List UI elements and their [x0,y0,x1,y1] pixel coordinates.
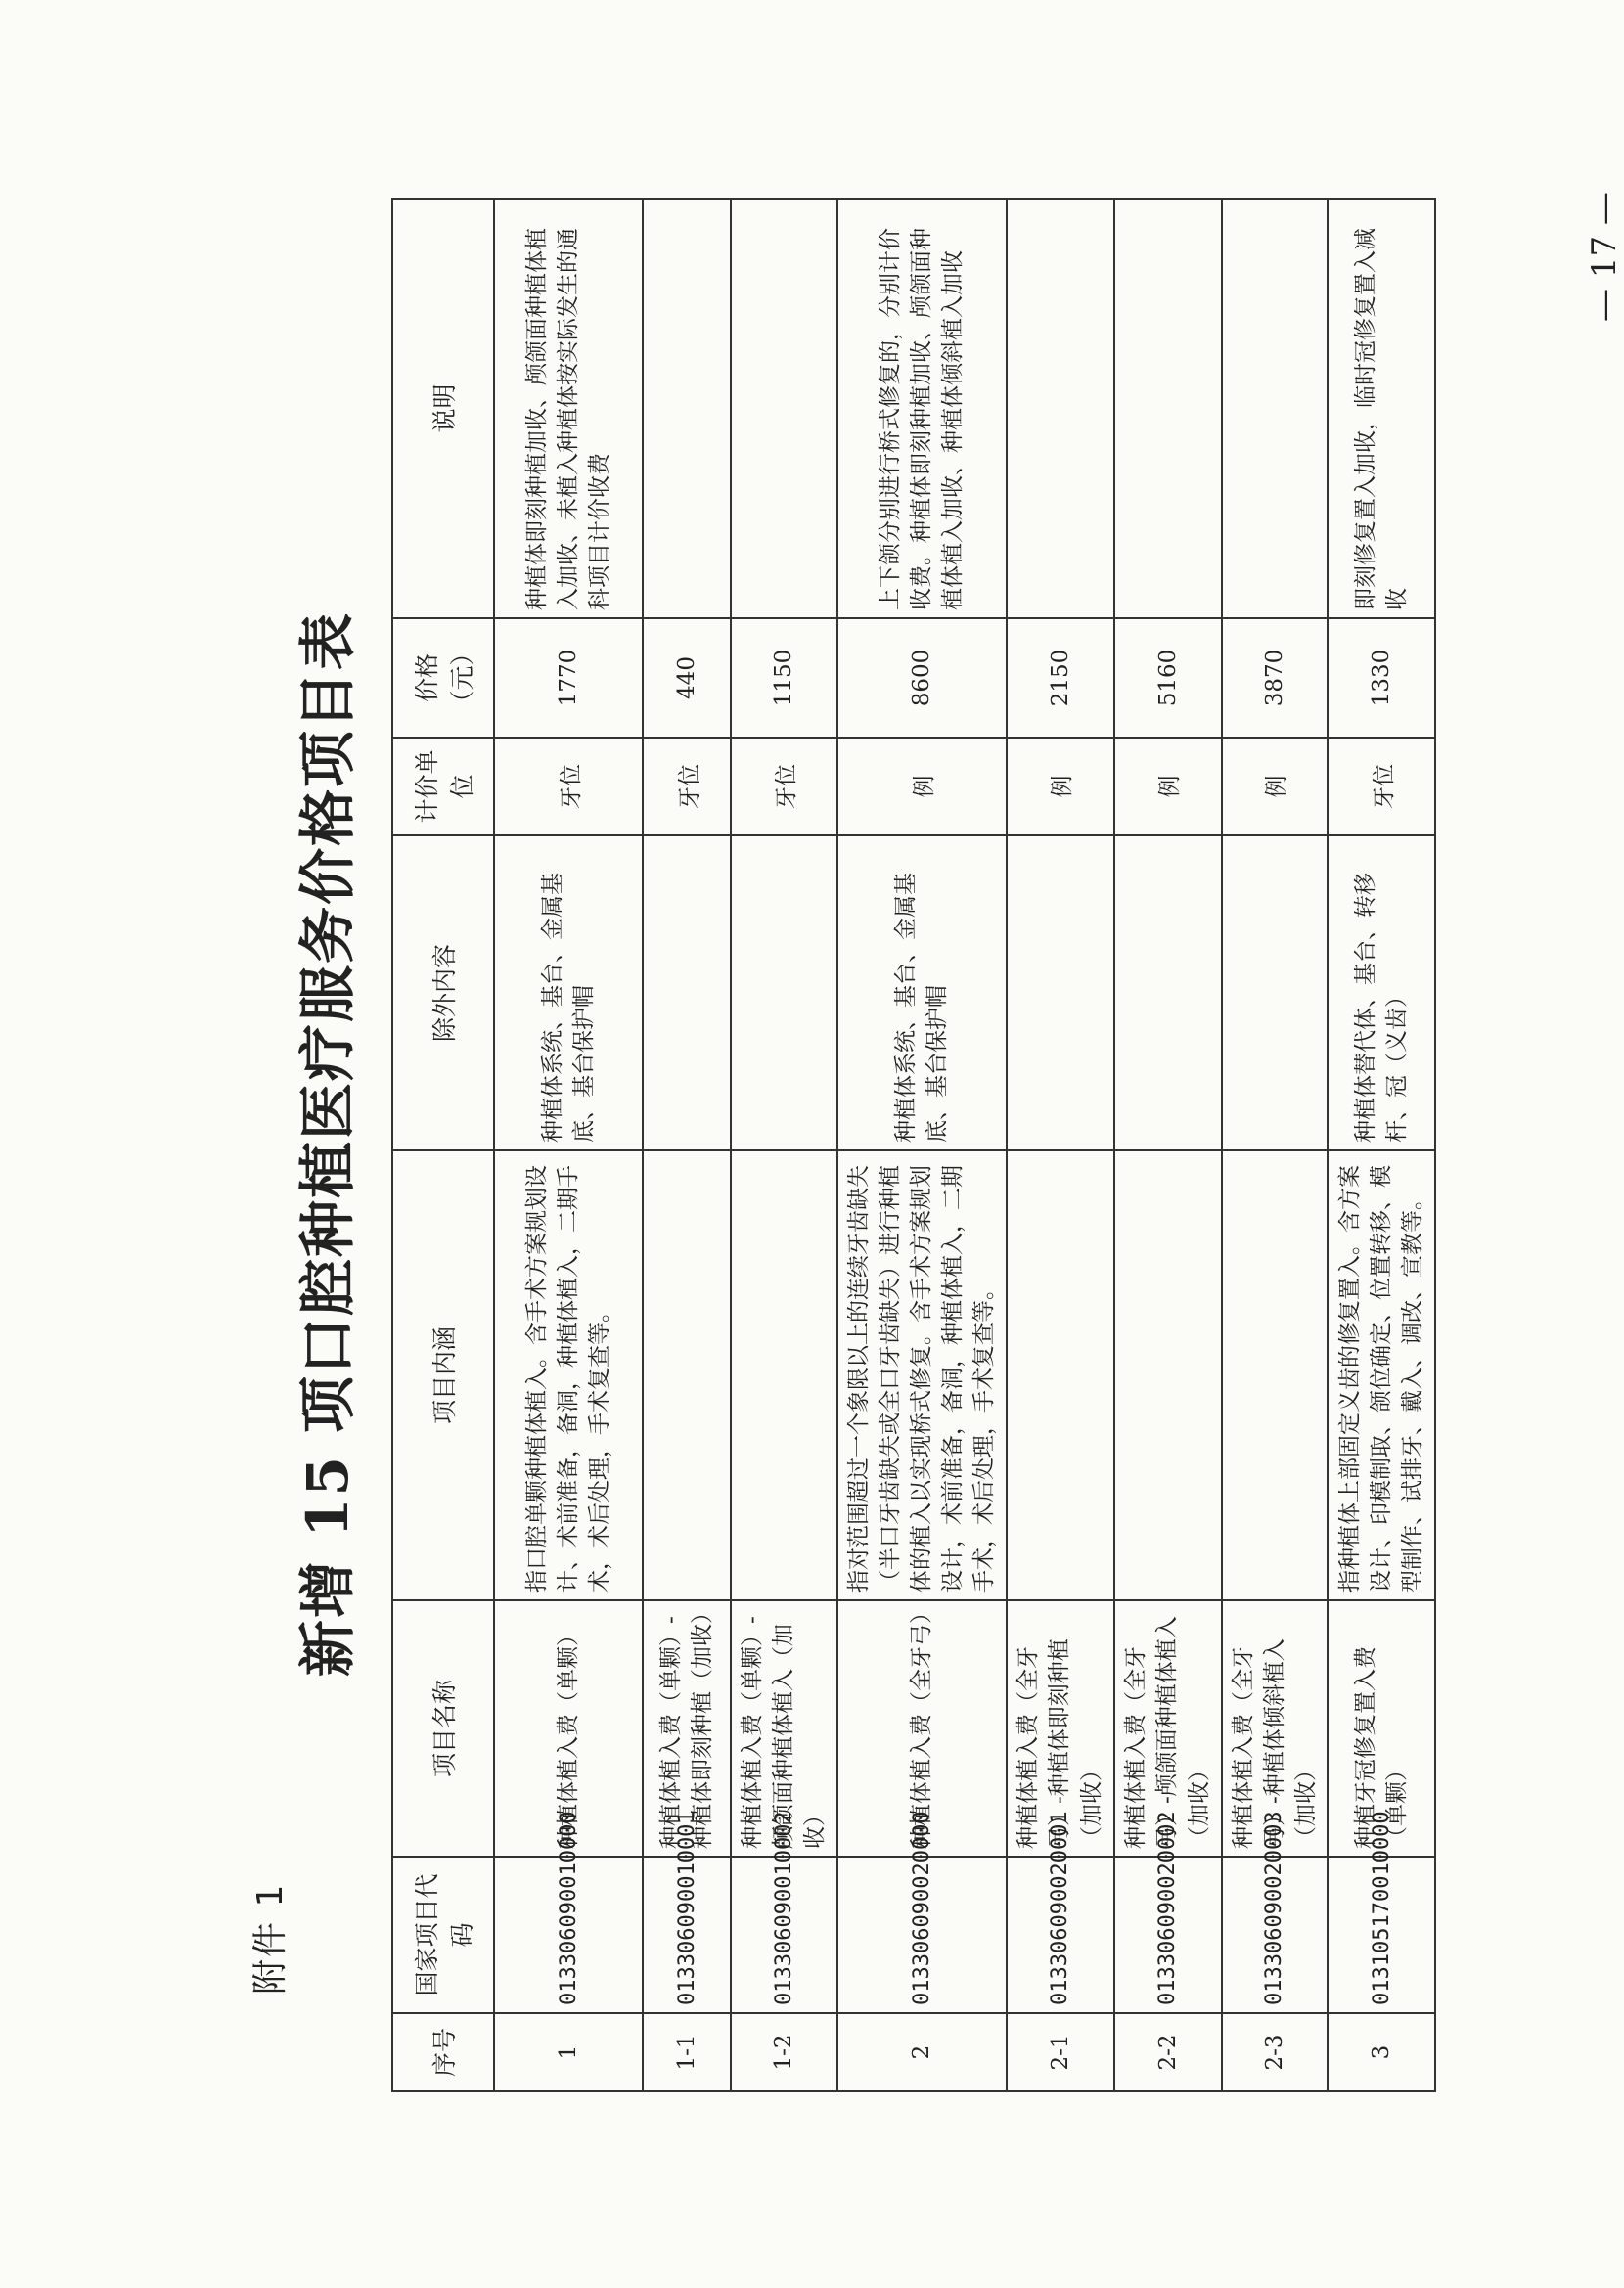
cell-code: 013306090010001 [643,1857,731,2013]
cell-desc [1222,1150,1329,1600]
page-number: — 17 — [1585,192,1624,322]
cell-desc [1114,1150,1222,1600]
table-row [494,199,643,2091]
cell-seq: 2-3 [1222,2013,1329,2091]
cell-exclusions [1007,835,1114,1150]
table-row [1222,199,1329,2091]
cell-seq: 1-2 [731,2013,837,2091]
header-desc: 项目内涵 [392,1150,494,1600]
header-seq: 序号 [392,2013,494,2091]
cell-name: 种植体植入费（全牙弓） [837,1600,1007,1857]
cell-name: 种植体植入费（单颗）-颅颌面种植体植入（加收） [731,1600,837,1857]
cell-price: 3870 [1222,618,1329,738]
cell-note [1114,199,1222,618]
cell-desc: 指对范围超过一个象限以上的连续牙齿缺失（半口牙齿缺失或全口牙齿缺失）进行种植体的植入以实现桥式修复。含手术方案规划设计，术前准备，备洞，种植体植入，二期手术，术后处理，手术复查等。 [837,1150,1007,1600]
cell-note [643,199,731,618]
cell-name: 种植牙冠修复置入费（单颗） [1328,1600,1435,1857]
table-row [837,199,1007,2091]
header-exclusions: 除外内容 [392,835,494,1150]
cell-desc [1007,1150,1114,1600]
cell-exclusions [1222,835,1329,1150]
cell-note: 种植体即刻种植加收、颅颌面种植体植入加收、未植入种植体按实际发生的通科项目计价收费 [494,199,643,618]
cell-unit: 例 [1114,738,1222,835]
cell-seq: 2 [837,2013,1007,2091]
cell-name: 种植体植入费（全牙弓）-颅颌面种植体植入（加收） [1114,1600,1222,1857]
price-table [391,198,1436,2092]
cell-code: 013306090010002 [731,1857,837,2013]
cell-unit: 牙位 [731,738,837,835]
cell-seq: 1-1 [643,2013,731,2091]
header-price: 价格（元） [392,618,494,738]
cell-price: 1150 [731,618,837,738]
cell-seq: 2-2 [1114,2013,1222,2091]
cell-code: 013105170010000 [1328,1857,1435,2013]
cell-note: 即刻修复置入加收，临时冠修复置入减收 [1328,199,1435,618]
cell-exclusions: 种植体系统、基台、金属基底、基台保护帽 [837,835,1007,1150]
cell-note [1222,199,1329,618]
cell-price: 8600 [837,618,1007,738]
cell-code: 013306090010000 [494,1857,643,2013]
table-row [1007,199,1114,2091]
cell-name: 种植体植入费（全牙弓）-种植体即刻种植（加收） [1007,1600,1114,1857]
cell-exclusions [643,835,731,1150]
header-note: 说明 [392,199,494,618]
table-header-row [392,199,494,2091]
header-name: 项目名称 [392,1600,494,1857]
cell-price: 5160 [1114,618,1222,738]
header-unit: 计价单位 [392,738,494,835]
cell-note: 上下颌分别进行桥式修复的，分别计价收费。种植体即刻种植加收、颅颌面种植体植入加收、种植体倾斜植入加收 [837,199,1007,618]
cell-unit: 例 [1222,738,1329,835]
cell-note [1007,199,1114,618]
cell-desc: 指种植体上部固定义齿的修复置入。含方案设计、印模制取、颌位确定、位置转移、模型制作、试排牙、戴入、调改、宣教等。 [1328,1150,1435,1600]
cell-unit: 例 [1007,738,1114,835]
cell-desc [643,1150,731,1600]
cell-code: 013306090020001 [1007,1857,1114,2013]
table-row [643,199,731,2091]
cell-unit: 例 [837,738,1007,835]
cell-exclusions: 种植体系统、基台、金属基底、基台保护帽 [494,835,643,1150]
cell-code: 013306090020000 [837,1857,1007,2013]
cell-name: 种植体植入费（全牙弓）-种植体倾斜植入（加收） [1222,1600,1329,1857]
cell-note [731,199,837,618]
cell-code: 013306090020003 [1222,1857,1329,2013]
cell-price: 1770 [494,618,643,738]
cell-name: 种植体植入费（单颗）-种植体即刻种植（加收） [643,1600,731,1857]
page-title: 新增 15 项口腔种植医疗服务价格项目表 [294,610,361,1678]
attachment-label: 附件 1 [250,1882,291,1995]
cell-price: 440 [643,618,731,738]
table-row [1328,199,1435,2091]
cell-code: 013306090020002 [1114,1857,1222,2013]
cell-price: 1330 [1328,618,1435,738]
cell-seq: 2-1 [1007,2013,1114,2091]
header-code: 国家项目代码 [392,1857,494,2013]
cell-desc [731,1150,837,1600]
cell-exclusions: 种植体替代体、基台、转移杆、冠（义齿） [1328,835,1435,1150]
cell-unit: 牙位 [494,738,643,835]
cell-exclusions [731,835,837,1150]
cell-exclusions [1114,835,1222,1150]
cell-unit: 牙位 [1328,738,1435,835]
cell-seq: 3 [1328,2013,1435,2091]
cell-seq: 1 [494,2013,643,2091]
table-row [1114,199,1222,2091]
cell-name: 种植体植入费（单颗） [494,1600,643,1857]
cell-desc: 指口腔单颗种植体植入。含手术方案规划设计、术前准备，备洞，种植体植入，二期手术，术后处理，手术复查等。 [494,1150,643,1600]
cell-price: 2150 [1007,618,1114,738]
table-row [731,199,837,2091]
cell-unit: 牙位 [643,738,731,835]
